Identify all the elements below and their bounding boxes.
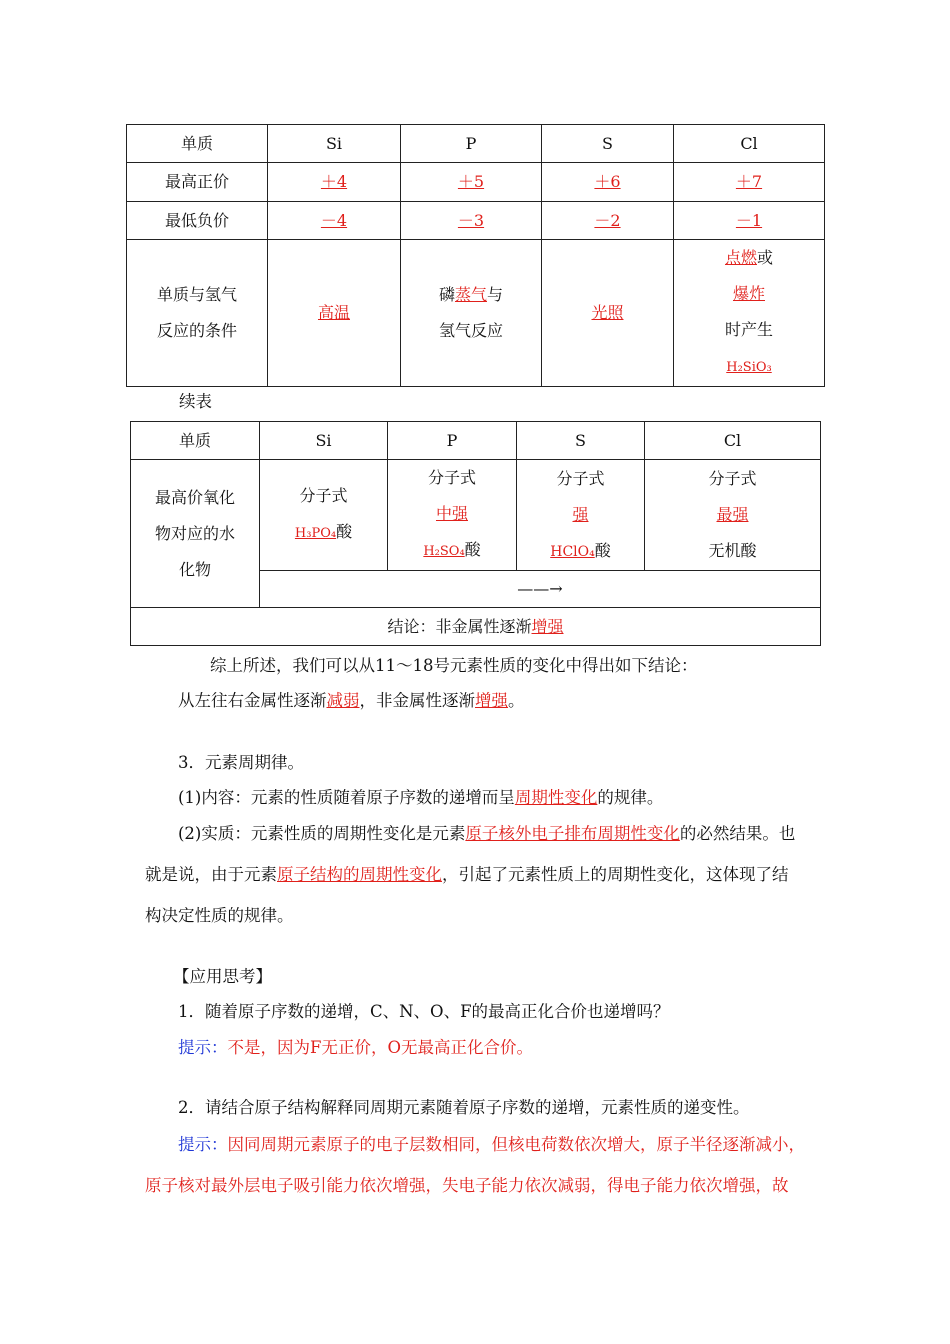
valence-cell: ＋7: [674, 163, 825, 202]
header-cell: Si: [268, 125, 401, 163]
s-acid-cell: [517, 460, 645, 571]
si-formula: H₃PO₄: [294, 526, 337, 541]
p-cond-text: 与: [487, 285, 504, 304]
header-cell: S: [542, 125, 674, 163]
condition-cell: [674, 240, 825, 387]
condition-cell: [542, 240, 674, 387]
essence-line-2: [145, 861, 789, 885]
valence-cell: ＋6: [542, 163, 674, 202]
question-1: 1．随着原子序数的递增，C、N、O、F的最高正化合价也递增吗？: [178, 1002, 670, 1021]
think-title: 【应用思考】: [173, 967, 272, 986]
content-red: 周期性变化: [514, 788, 598, 807]
table-row: [131, 422, 821, 460]
table-row: [127, 240, 825, 387]
header-cell: P: [388, 422, 517, 460]
cl-acid: 无机酸: [708, 541, 757, 560]
conclusion-cell: [131, 608, 821, 646]
row-label: [127, 240, 268, 387]
header-cell: P: [401, 125, 542, 163]
valence-cell: －4: [268, 202, 401, 240]
essence-red: 原子结构的周期性变化: [277, 865, 442, 884]
section3-title: 3．元素周期律。: [178, 753, 304, 772]
acid-suffix: 酸: [464, 540, 481, 559]
table-row: [127, 202, 825, 240]
table-continued-label: 续表: [179, 392, 212, 411]
cond-label-line: 反应的条件: [156, 321, 237, 340]
mol-label: 分子式: [708, 469, 757, 488]
question-2: 2．请结合原子结构解释同周期元素随着原子序数的递增，元素性质的递变性。: [178, 1098, 750, 1117]
header-cell: 单质: [131, 422, 260, 460]
header-cell: S: [517, 422, 645, 460]
s-formula: HClO₄: [550, 543, 595, 560]
cl-acid-cell: [645, 460, 821, 571]
p-formula: H₂SO₄: [423, 544, 465, 559]
cond-label-line: 单质与氢气: [156, 285, 237, 304]
valence-cell: －2: [542, 202, 674, 240]
valence-cell: ＋5: [401, 163, 542, 202]
answer-2-line-1: [178, 1131, 805, 1155]
content-text: 的规律。: [597, 788, 664, 807]
essence-text: 就是说，由于元素: [145, 865, 277, 884]
mol-label: 分子式: [556, 468, 605, 488]
condition-cell: [401, 240, 542, 387]
trend-arrow: ——→: [517, 579, 563, 598]
p-cond-red: 蒸气: [454, 285, 487, 304]
table-acids: [130, 421, 821, 646]
table-row: [127, 125, 825, 163]
trend-line: [178, 687, 525, 711]
essence-text: (2)实质：元素性质的周期性变化是元素: [178, 824, 466, 843]
cl-strength: 最强: [716, 505, 749, 524]
valence-cell: －1: [674, 202, 825, 240]
mol-label: 分子式: [299, 486, 348, 505]
hint-label: 提示：: [178, 1135, 228, 1154]
p-strength: 中强: [435, 504, 468, 523]
hint-label: 提示：: [178, 1038, 228, 1057]
s-strength: 强: [572, 504, 589, 524]
content-text: (1)内容：元素的性质随着原子序数的递增而呈: [178, 788, 515, 807]
answer-1: [178, 1034, 533, 1058]
row-label: 最低负价: [127, 202, 268, 240]
row-label-line: 物对应的水: [154, 523, 235, 543]
p-cond-line: 氢气反应: [438, 321, 503, 340]
p-cond-text: 磷: [438, 285, 455, 304]
row-label-line: 化物: [178, 559, 211, 579]
trend-text: 。: [508, 691, 525, 710]
table-valence: [126, 124, 825, 387]
row-label: [131, 460, 260, 608]
valence-cell: ＋4: [268, 163, 401, 202]
table-row: [131, 460, 821, 571]
cl-cond-red: 点燃: [724, 248, 757, 267]
table-row: [131, 608, 821, 646]
trend-text: 从左往右金属性逐渐: [178, 691, 327, 710]
row-label-line: 最高价氧化: [154, 487, 235, 507]
content-line: [178, 784, 663, 808]
summary-line: 综上所述，我们可以从11～18号元素性质的变化中得出如下结论：: [210, 656, 698, 675]
trend-red: 增强: [475, 691, 508, 710]
si-acid-cell: [260, 460, 388, 571]
essence-text: ，引起了元素性质上的周期性变化，这体现了结: [442, 865, 789, 884]
mol-label: 分子式: [427, 468, 476, 487]
conclusion-text: 结论：非金属性逐渐: [387, 616, 532, 636]
header-cell: Cl: [674, 125, 825, 163]
essence-line-1: [178, 820, 795, 844]
si-condition: 高温: [317, 303, 350, 322]
row-label: 最高正价: [127, 163, 268, 202]
table-row: [127, 163, 825, 202]
answer-2-line-2: 原子核对最外层电子吸引能力依次增强，失电子能力依次减弱，得电子能力依次增强，故: [145, 1176, 789, 1195]
acid-suffix: 酸: [336, 522, 353, 541]
cl-formula: H₂SiO₃: [726, 360, 772, 375]
trend-red: 减弱: [326, 691, 360, 710]
cl-cond-line: 时产生: [724, 320, 773, 339]
acid-suffix: 酸: [594, 540, 611, 560]
cl-cond-red: 爆炸: [732, 284, 765, 303]
header-cell: Cl: [645, 422, 821, 460]
conclusion-red: 增强: [531, 616, 564, 636]
s-condition: 光照: [591, 303, 624, 322]
valence-cell: －3: [401, 202, 542, 240]
essence-red: 原子核外电子排布周期性变化: [465, 824, 680, 843]
hint-text: 因同周期元素原子的电子层数相同，但核电荷数依次增大，原子半径逐渐减小，: [227, 1135, 805, 1154]
p-acid-cell: [388, 460, 517, 571]
essence-text: 的必然结果。也: [679, 824, 796, 843]
header-cell: Si: [260, 422, 388, 460]
trend-text: ，非金属性逐渐: [359, 691, 475, 710]
condition-cell: [268, 240, 401, 387]
hint-text: 不是，因为F无正价，O无最高正化合价。: [227, 1038, 533, 1057]
arrow-cell: [260, 571, 821, 608]
header-cell: 单质: [127, 125, 268, 163]
cl-cond-or: 或: [757, 248, 774, 267]
essence-line-3: 构决定性质的规律。: [145, 906, 294, 925]
